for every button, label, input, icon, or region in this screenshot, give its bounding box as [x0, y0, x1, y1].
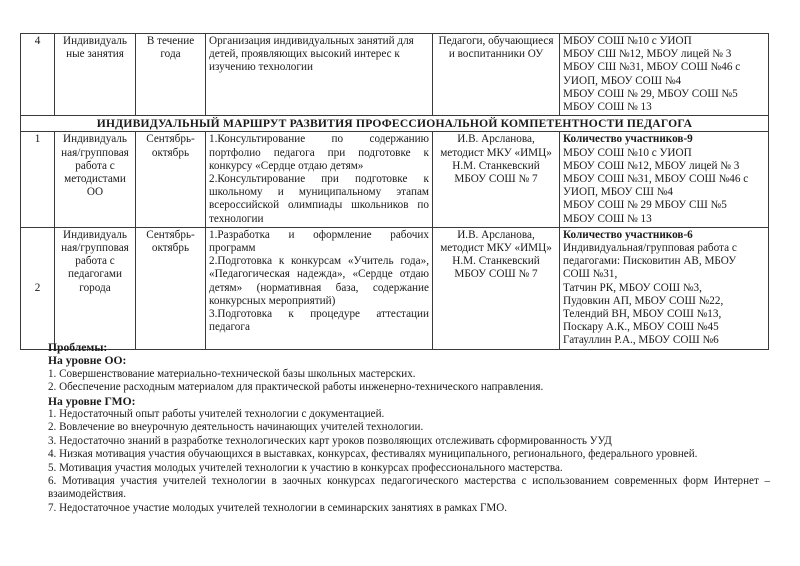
- section-header-row: [21, 116, 769, 132]
- table-row: [21, 227, 769, 349]
- participant-item: МБОУ СОШ №12, МБОУ лицей № 3: [563, 159, 740, 172]
- gmo-problem-item: 5. Мотивация участия молодых учителей технологии к участию в конкурсах профессионального мастерства.: [48, 461, 563, 474]
- participants-count: Количество участников-9: [563, 133, 693, 146]
- problems-title: Проблемы:: [48, 341, 108, 354]
- participant-item: Телендий ВН, МБОУ СОШ №13,: [563, 308, 722, 321]
- activity-responsible: Педагоги, обучающиеся и воспитанники ОУ: [433, 34, 560, 116]
- participant-item: Татчин РК, МБОУ СОШ №3,: [563, 281, 702, 294]
- table-row: [21, 132, 769, 227]
- oo-problem-item: 1. Совершенствование материально-технической базы школьных мастерских.: [48, 367, 416, 380]
- content-item: 1.Разработка и оформление рабочих программ: [209, 228, 429, 255]
- content-item: Организация индивидуальных занятий для детей, проявляющих высокий интерес к изучению технологии: [209, 35, 414, 74]
- gmo-problem-item: 1. Недостаточный опыт работы учителей технологии с документацией.: [48, 408, 385, 421]
- row-number: 1: [21, 132, 55, 227]
- activity-period: Сентябрь- октябрь: [136, 132, 206, 227]
- participant-item: МБОУ СОШ № 29, МБОУ СОШ №5: [563, 87, 738, 100]
- participant-item: Поскару А.К., МБОУ СОШ №45: [563, 321, 719, 334]
- participant-item: Индивидуальная/групповая работа с педагогами: Писковитин АВ, МБОУ СОШ №31,: [563, 242, 737, 281]
- participant-item: МБОУ СОШ №10 с УИОП: [563, 35, 692, 47]
- activity-form: Индивидуаль ная/групповая работа с педагогами города: [55, 227, 136, 349]
- responsible-line: МБОУ СОШ № 7: [454, 173, 538, 186]
- content-item: 2.Подготовка к конкурсам «Учитель года», «Педагогическая надежда», «Сердце отдаю детям» (нормативная база, содержание конкурсных мероприятий): [209, 255, 429, 307]
- activity-form: Индивидуаль ные занятия: [55, 34, 136, 116]
- activity-participants: [560, 34, 769, 116]
- row-number: 2: [21, 227, 55, 349]
- row-number: 4: [21, 34, 55, 116]
- gmo-problem-item: 3. Недостаточно знаний в разработке технологических карт уроков позволяющих отслеживать сформированность УУД: [48, 434, 612, 447]
- activity-participants: [560, 227, 769, 349]
- participant-item: МБОУ СОШ № 13: [563, 212, 652, 225]
- responsible-line: методист МКУ «ИМЦ»: [440, 146, 552, 159]
- activity-table: [20, 33, 769, 350]
- participant-item: МБОУ СОШ №10 с УИОП: [563, 146, 692, 159]
- participants-count: Количество участников-6: [563, 228, 693, 241]
- gmo-problem-item: 2. Вовлечение во внеурочную деятельность начинающих учителей технологии.: [48, 421, 424, 434]
- responsible-line: Н.М. Станкевский: [452, 159, 540, 172]
- participant-item: МБОУ СОШ № 13: [563, 101, 652, 114]
- activity-participants: [560, 132, 769, 227]
- oo-level-title: На уровне ОО:: [48, 354, 127, 368]
- table-row: [21, 34, 769, 116]
- activity-content: [206, 227, 433, 349]
- section-header: ИНДИВИДУАЛЬНЫЙ МАРШРУТ РАЗВИТИЯ ПРОФЕССИОНАЛЬНОЙ КОМПЕТЕНТНОСТИ ПЕДАГОГА: [21, 116, 769, 132]
- responsible-line: И.В. Арсланова,: [457, 228, 535, 241]
- activity-responsible: [433, 227, 560, 349]
- responsible-line: МБОУ СОШ № 7: [454, 268, 538, 281]
- participant-item: Пудовкин АП, МБОУ СОШ №22,: [563, 294, 724, 307]
- responsible-line: Н.М. Станкевский: [452, 255, 540, 268]
- activity-form: Индивидуаль ная/групповая работа с методистами ОО: [55, 132, 136, 227]
- gmo-problem-item: 6. Мотивация участия учителей технологии в заочных конкурсах педагогического мастерства с использованием современных форм Интернет – взаимодействия.: [48, 475, 770, 501]
- activity-content: [206, 132, 433, 227]
- activity-period: Сентябрь- октябрь: [136, 227, 206, 349]
- responsible-line: методист МКУ «ИМЦ»: [440, 242, 552, 255]
- content-item: 2.Консультирование при подготовке к школьному и муниципальному этапам всероссийской олимпиады школьников по технологии: [209, 173, 429, 225]
- content-item: 1.Консультирование по содержанию портфолио педагога при подготовке к конкурсу «Сердце отдаю детям»: [209, 133, 429, 172]
- problems-section: [48, 341, 770, 515]
- gmo-level-title: На уровне ГМО:: [48, 394, 136, 408]
- gmo-problem-item: 7. Недостаточное участие молодых учителей технологии в семинарских занятиях в рамках ГМО.: [48, 501, 507, 514]
- participant-item: МБОУ СОШ №31, МБОУ СОШ №46 с УИОП, МБОУ СШ №4: [563, 173, 749, 199]
- responsible-line: И.В. Арсланова,: [457, 133, 535, 146]
- oo-problem-item: 2. Обеспечение расходным материалом для практической работы инженерно-технического направления.: [48, 381, 544, 394]
- participant-item: МБОУ СШ №31, МБОУ СОШ №46 с УИОП, МБОУ СОШ №4: [563, 61, 741, 87]
- activity-responsible: [433, 132, 560, 227]
- participant-item: МБОУ СШ №12, МБОУ лицей № 3: [563, 48, 732, 61]
- participant-item: МБОУ СОШ № 29 МБОУ СШ №5: [563, 199, 727, 212]
- participant-item: Гатауллин Р.А., МБОУ СОШ №6: [563, 334, 719, 347]
- gmo-problem-item: 4. Низкая мотивация участия обучающихся в выставках, конкурсах, фестивалях муниципального, регионального, федерального уровней.: [48, 448, 698, 461]
- activity-content: [206, 34, 433, 116]
- content-item: 3.Подготовка к процедуре аттестации педагога: [209, 308, 429, 334]
- activity-period: В течение года: [136, 34, 206, 116]
